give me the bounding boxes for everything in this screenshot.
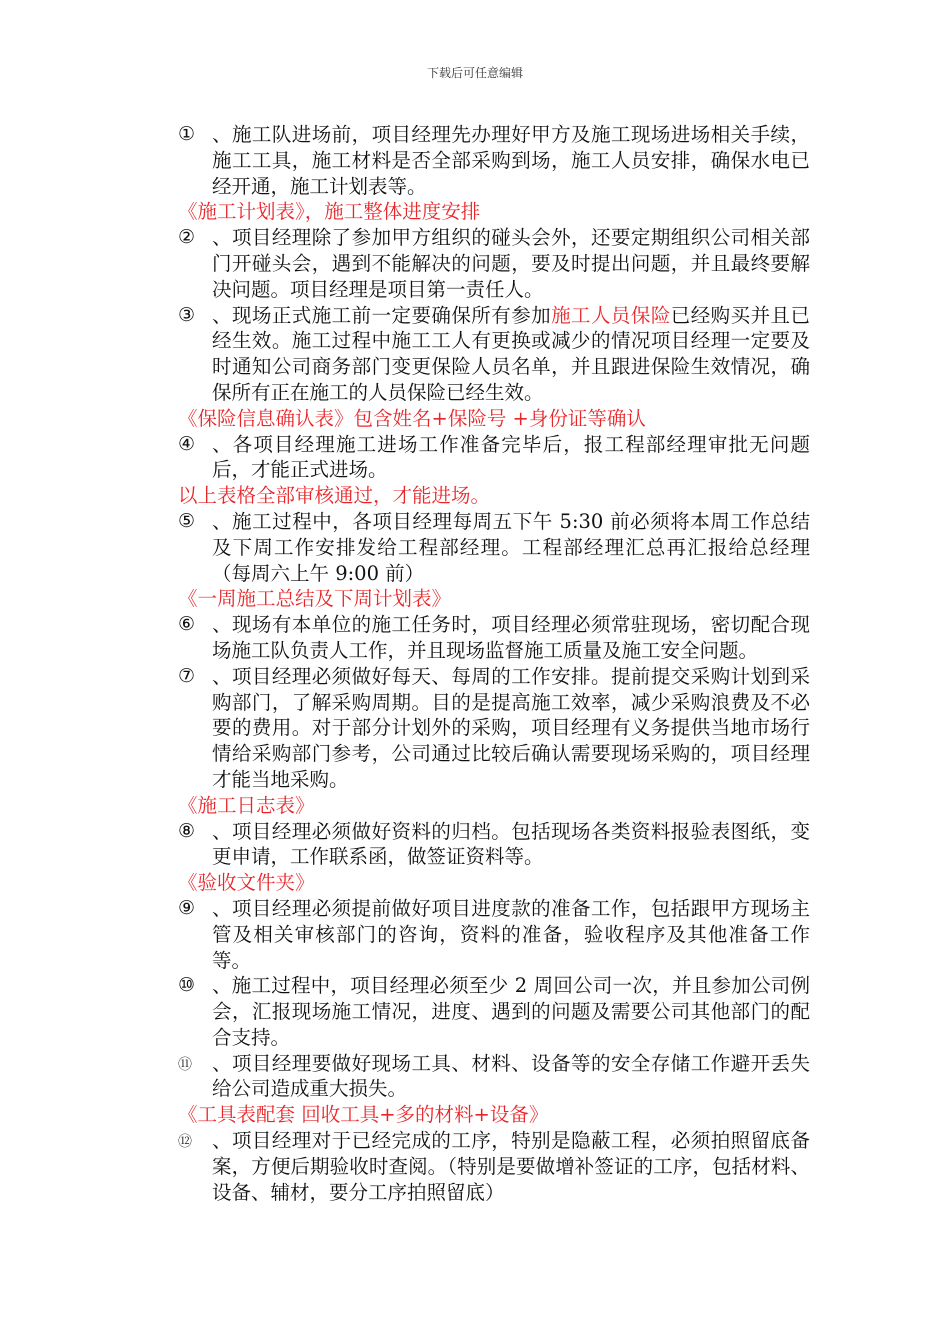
item-text: 、施工过程中，项目经理必须至少 2 周回公司一次，并且参加公司例会，汇报现场施工情况，进度、遇到的问题及需要公司其他部门的配合支持。 (212, 974, 810, 1049)
red-note: 《验收文件夹》 (178, 871, 315, 895)
red-note: 《施工计划表》，施工整体进度安排 (178, 200, 481, 224)
red-note: 以上表格全部审核通过，才能进场。 (178, 484, 491, 508)
item-text: 、现场有本单位的施工任务时，项目经理必须常驻现场，密切配合现场施工队负责人工作，并且现场监督施工质量及施工安全问题。 (212, 613, 810, 662)
item-text: 、项目经理要做好现场工具、材料、设备等的安全存储工作避开丢失给公司造成重大损失。 (212, 1051, 810, 1101)
list-item (178, 973, 810, 1050)
list-item (178, 664, 810, 793)
item-number: ⑤ (178, 509, 196, 532)
item-text: 、各项目经理施工进场工作准备完毕后，报工程部经理审批无问题后，才能正式进场。 (212, 432, 810, 482)
item-text: 、项目经理必须做好资料的归档。包括现场各类资料报验表图纸，变更申请，工作联系函，做签证资料等。 (212, 819, 810, 869)
item-text (212, 303, 810, 406)
item-number: ④ (178, 432, 196, 455)
item-number: ⑨ (178, 896, 196, 919)
red-note: 《保险信息确认表》包含姓名+保险号 +身份证等确认 (178, 406, 646, 430)
item-number: ③ (178, 303, 196, 326)
list-item (178, 509, 810, 586)
item-number: ① (178, 123, 196, 145)
item-number: ⑧ (178, 819, 196, 842)
list-item (178, 896, 810, 973)
list-item (178, 612, 810, 664)
item-number: ⑦ (178, 664, 196, 687)
list-item (178, 432, 810, 484)
list-item (178, 1128, 810, 1205)
list-item (178, 819, 810, 871)
list-item (178, 122, 810, 199)
item-number: ② (178, 226, 196, 249)
list-item (178, 303, 810, 406)
highlight-text: 施工人员保险 (551, 303, 671, 327)
list-item (178, 225, 810, 302)
red-note: 《施工日志表》 (178, 793, 315, 817)
item-text: 、施工过程中，各项目经理每周五下午 5:30 前必须将本周工作总结及下周工作安排发给工程部经理。工程部经理汇总再汇报给总经理（每周六上午 9:00 前） (212, 509, 810, 585)
item-text: 、施工队进场前，项目经理先办理好甲方及施工现场进场相关手续，施工工具，施工材料是否全部采购到场，施工人员安排，确保水电已经开通，施工计划表等。 (212, 123, 810, 198)
item-text-after: 已经购买并且已经生效。施工过程中施工工人有更换或减少的情况项目经理一定要及时通知公司商务部门变更保险人员名单，并且跟进保险生效情况，确保所有正在施工的人员保险已经生效。 (212, 303, 810, 404)
list-item (178, 1051, 810, 1103)
red-note: 《一周施工总结及下周计划表》 (178, 587, 452, 611)
red-note: 《工具表配套 回收工具+多的材料+设备》 (178, 1103, 549, 1127)
item-text-before: 、现场正式施工前一定要确保所有参加 (212, 303, 552, 327)
document-body (178, 122, 810, 1205)
item-number: ⑩ (178, 974, 196, 997)
item-number: ⑥ (178, 613, 196, 636)
item-number: ⑪ (178, 1056, 192, 1073)
item-text: 、项目经理对于已经完成的工序，特别是隐蔽工程，必须拍照留底备案，方便后期验收时查阅。（特别是要做增补签证的工序，包括材料、设备、辅材，要分工序拍照留底） (212, 1129, 810, 1204)
item-text: 、项目经理必须提前做好项目进度款的准备工作，包括跟甲方现场主管及相关审核部门的咨询，资料的准备，验收程序及其他准备工作等。 (212, 896, 810, 972)
page-header: 下载后可任意编辑 (426, 66, 523, 80)
item-text: 、项目经理必须做好每天、每周的工作安排。提前提交采购计划到采购部门，了解采购周期。目的是提高施工效率，减少采购浪费及不必要的费用。对于部分计划外的采购，项目经理有义务提供当地市场行情给采购部门参考，公司通过比较后确认需要现场采购的，项目经理才能当地采购。 (212, 664, 810, 791)
item-number: ⑫ (178, 1134, 192, 1151)
item-text: 、项目经理除了参加甲方组织的碰头会外，还要定期组织公司相关部门开碰头会，遇到不能解决的问题，要及时提出问题，并且最终要解决问题。项目经理是项目第一责任人。 (212, 226, 810, 301)
